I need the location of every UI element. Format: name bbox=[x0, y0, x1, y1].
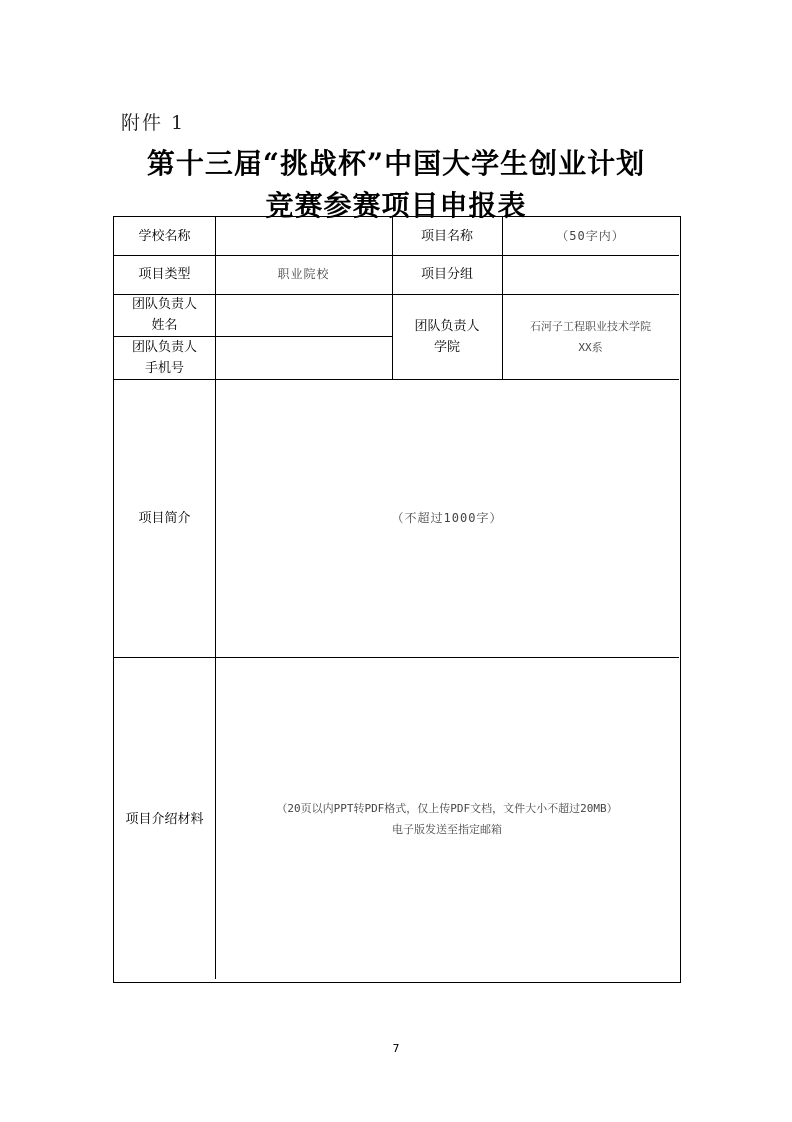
leader-phone-label-line-2: 手机号 bbox=[144, 360, 184, 376]
attachment-label: 附件 1 bbox=[121, 112, 186, 134]
project-intro-label: 项目简介 bbox=[138, 510, 191, 526]
leader-college-label bbox=[392, 294, 502, 379]
leader-name-label-line-1: 团队负责人 bbox=[131, 297, 197, 312]
materials-hint-line-2: 电子版发送至指定邮箱 bbox=[392, 823, 502, 836]
project-type-label: 项目类型 bbox=[138, 267, 191, 282]
project-group-label: 项目分组 bbox=[420, 267, 473, 282]
materials-hint-line-1: （20页以内PPT转PDF格式，仅上传PDF文档，文件大小不超过20MB） bbox=[276, 802, 618, 815]
leader-college-field[interactable] bbox=[502, 294, 679, 379]
project-materials-field[interactable] bbox=[215, 657, 679, 981]
page-number: 7 bbox=[392, 1042, 400, 1055]
leader-phone-field[interactable] bbox=[215, 336, 392, 379]
leader-college-label-line-2: 学院 bbox=[433, 339, 460, 355]
leader-phone-label-line-1: 团队负责人 bbox=[131, 339, 197, 355]
leader-name-field[interactable] bbox=[215, 294, 392, 336]
project-type-field[interactable]: 职业院校 bbox=[277, 267, 330, 281]
application-form-table bbox=[113, 216, 681, 983]
project-name-label: 项目名称 bbox=[420, 228, 473, 244]
project-materials-label: 项目介绍材料 bbox=[125, 811, 204, 827]
school-name-field[interactable] bbox=[215, 217, 392, 255]
form-title-line-2: 竞赛参赛项目申报表 bbox=[265, 189, 527, 222]
leader-name-label bbox=[114, 294, 215, 336]
project-group-field[interactable] bbox=[502, 255, 679, 294]
project-intro-field[interactable]: （不超过1000字） bbox=[391, 510, 503, 525]
leader-college-value-line-2: XX系 bbox=[578, 340, 603, 354]
school-name-label: 学校名称 bbox=[138, 228, 191, 244]
leader-name-label-line-2: 姓名 bbox=[151, 318, 178, 333]
leader-college-label-line-1: 团队负责人 bbox=[414, 318, 480, 334]
leader-college-value-line-1: 石河子工程职业技术学院 bbox=[530, 319, 651, 333]
project-name-field[interactable]: （50字内） bbox=[556, 228, 625, 243]
leader-phone-label bbox=[114, 336, 215, 379]
form-title-line-1: 第十三届“挑战杯”中国大学生创业计划 bbox=[146, 147, 646, 180]
